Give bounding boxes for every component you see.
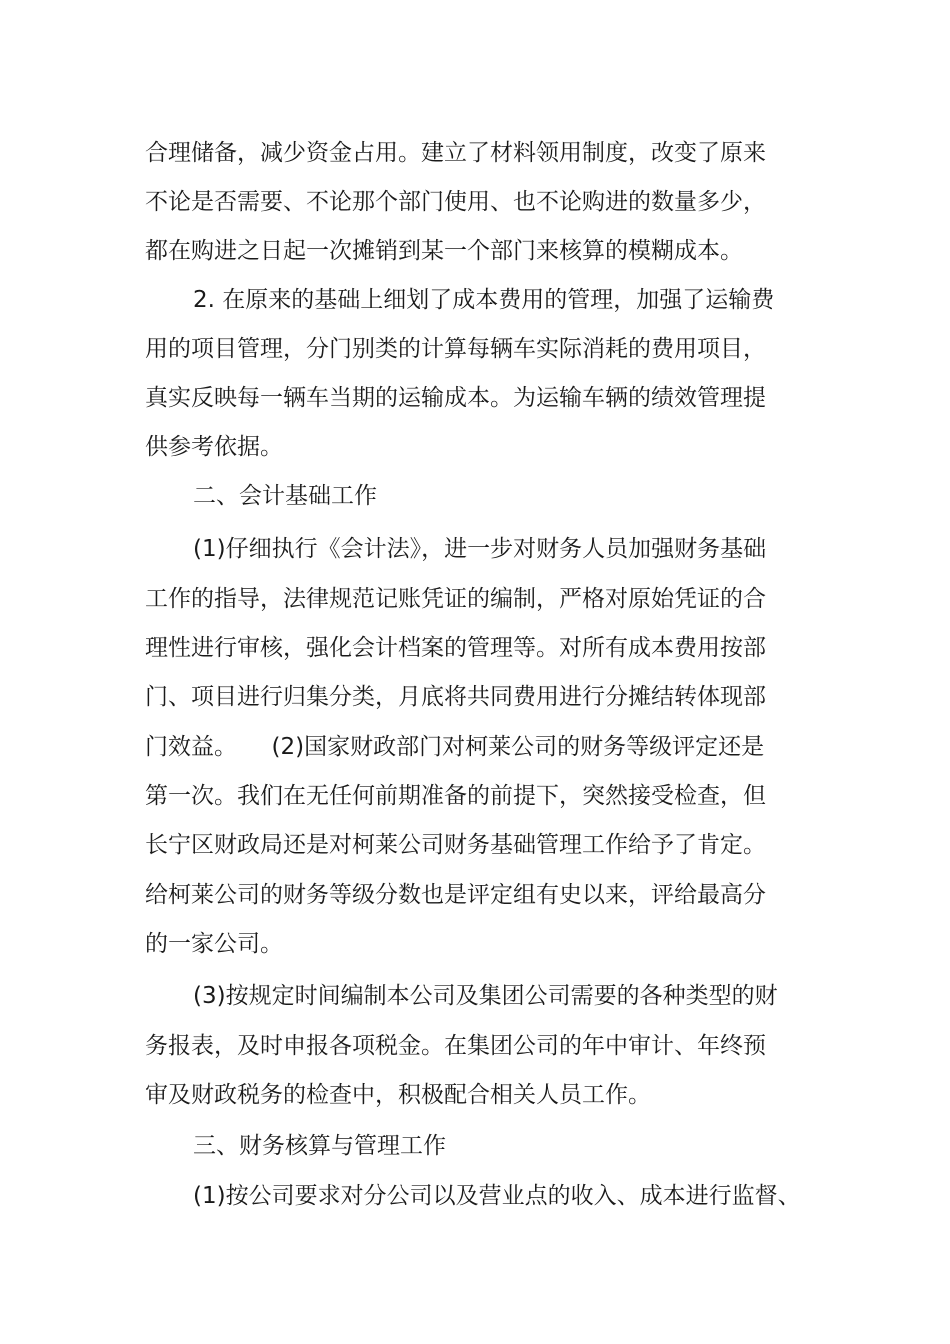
text-line: 给柯莱公司的财务等级分数也是评定组有史以来，评给最高分 — [145, 882, 766, 908]
text-line: 务报表，及时申报各项税金。在集团公司的年中审计、年终预 — [145, 1033, 766, 1059]
text-line: 都在购进之日起一次摊销到某一个部门来核算的模糊成本。 — [145, 238, 743, 264]
text-line: 门、项目进行归集分类，月底将共同费用进行分摊结转体现部 — [145, 684, 766, 710]
text-line: 审及财政税务的检查中，积极配合相关人员工作。 — [145, 1082, 651, 1108]
text-line: 长宁区财政局还是对柯莱公司财务基础管理工作给予了肯定。 — [145, 832, 766, 858]
text-line: 不论是否需要、不论那个部门使用、也不论购进的数量多少， — [145, 189, 766, 215]
text-line: 合理储备，减少资金占用。建立了材料领用制度，改变了原来 — [145, 140, 766, 166]
text-line: 供参考依据。 — [145, 434, 283, 460]
text-line: 理性进行审核，强化会计档案的管理等。对所有成本费用按部 — [145, 635, 766, 661]
text-line: 门效益。 (2)国家财政部门对柯莱公司的财务等级评定还是 — [145, 734, 765, 760]
paragraph-start-line: (3)按规定时间编制本公司及集团公司需要的各种类型的财 — [193, 983, 778, 1009]
section-heading: 二、会计基础工作 — [193, 483, 377, 509]
text-line: 工作的指导，法律规范记账凭证的编制，严格对原始凭证的合 — [145, 586, 766, 612]
section-heading: 三、财务核算与管理工作 — [193, 1133, 446, 1159]
text-line: 第一次。我们在无任何前期准备的前提下，突然接受检查，但 — [145, 783, 766, 809]
text-line: 的一家公司。 — [145, 931, 283, 957]
text-line: 真实反映每一辆车当期的运输成本。为运输车辆的绩效管理提 — [145, 385, 766, 411]
text-line: 用的项目管理，分门别类的计算每辆车实际消耗的费用项目， — [145, 336, 766, 362]
paragraph-start-line: (1)按公司要求对分公司以及营业点的收入、成本进行监督、 — [193, 1183, 801, 1209]
paragraph-start-line: (1)仔细执行《会计法》，进一步对财务人员加强财务基础 — [193, 536, 767, 562]
paragraph-start-line: 2. 在原来的基础上细划了成本费用的管理，加强了运输费 — [193, 287, 775, 313]
